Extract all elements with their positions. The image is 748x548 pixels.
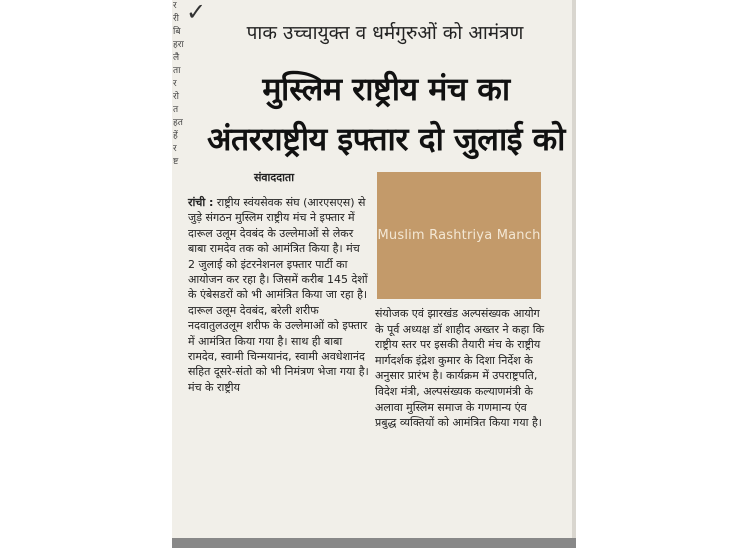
article-body-right: संयोजक एवं झारखंड अल्पसंख्यक आयोग के पूर्व अध्यक्ष डॉ शाहीद अख्तर ने कहा कि राष्ट्रीय स्तर पर इसकी तैयारी मंच के राष्ट्रीय मार्गदर्शक इंद्रेश कुमार के दिशा निर्देश के अनुसार प्रारंभ है। कार्यक्रम में उपराष्ट्रपति, विदेश मंत्री, अल्पसंख्यक कल्याणमंत्री के अलावा मुस्लिम समाज के गणमान्य एंव प्रबुद्ध व्यक्तियों को आमंत्रित किया गया है। [375, 307, 545, 430]
newspaper-clipping [172, 0, 576, 548]
headline: मुस्लिम राष्ट्रीय मंच का अंतरराष्ट्रीय इफ्तार दो जुलाई को [207, 70, 565, 158]
checkmark-icon: ✓ [186, 0, 207, 26]
byline: संवाददाता [254, 171, 295, 184]
adjacent-column-fragment: र री बि हरा लै ता र रो त हत हें र ष्ट [173, 1, 184, 167]
dateline: रांची : [188, 196, 214, 209]
article-body-left: राष्ट्रीय स्वंयसेवक संघ (आरएसएस) से जुड़े संगठन मुस्लिम राष्ट्रीय मंच ने इफ्तार में दारूल उलूम देवबंद के उल्लेमाओं से लेकर बाबा रामदेव तक को आमंत्रित किया है। मंच 2 जुलाई को इंटरनेशनल इफ्तार पार्टी का आयोजन कर रहा है। जिसमें करीब 145 देशों के एंबेसडरों को भी आमंत्रित किया जा रहा है। दारूल उलूम देवबंद, बरेली शरीफ नदवातुलउलूम शरीफ के उल्लेमाओं को इफ्तार में आमंत्रित किया गया है। साथ ही बाबा रामदेव, स्वामी चिन्मयानंद, स्वामी अवधेशानंद सहित दूसरे-संतो को भी निमंत्रण भेजा गया है। मंच के राष्ट्रीय [188, 196, 369, 394]
photo-caption: Muslim Rashtriya Manch [377, 228, 541, 243]
bottom-border [172, 538, 576, 548]
subheadline: पाक उच्चायुक्त व धर्मगुरुओं को आमंत्रण [246, 22, 524, 44]
article-column-left [188, 195, 370, 395]
page-edge [572, 0, 576, 548]
photo [377, 172, 541, 299]
